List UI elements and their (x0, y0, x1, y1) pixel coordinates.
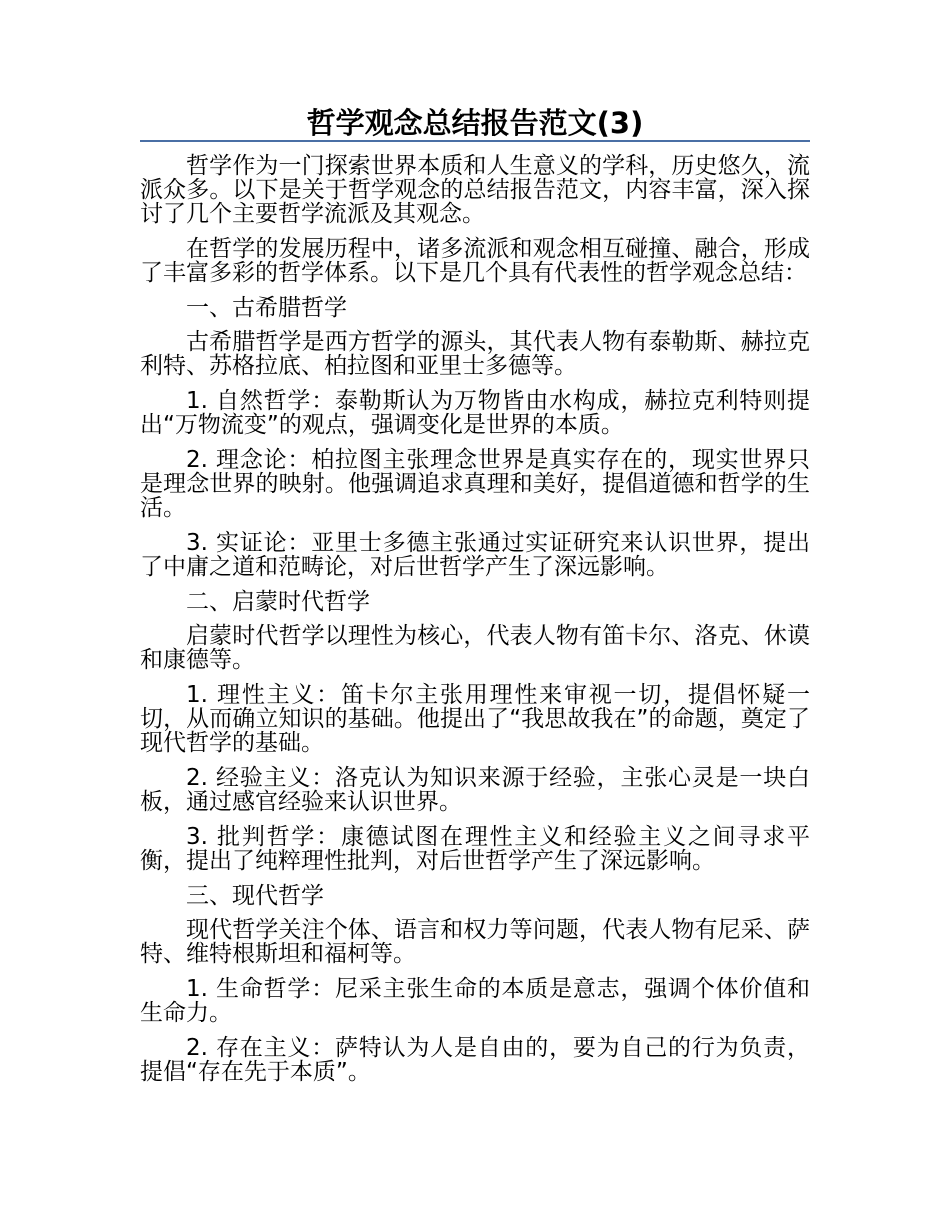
paragraph-critical-philosophy: 3. 批判哲学：康德试图在理性主义和经验主义之间寻求平衡，提出了纯粹理性批判，对后世哲学产生了深远影响。 (140, 824, 810, 874)
paragraph-ancient-greek-intro: 古希腊哲学是西方哲学的源头，其代表人物有泰勒斯、赫拉克利特、苏格拉底、柏拉图和亚里士多德等。 (140, 329, 810, 379)
paragraph-natural-philosophy: 1. 自然哲学：泰勒斯认为万物皆由水构成，赫拉克利特则提出“万物流变”的观点，强调变化是世界的本质。 (140, 388, 810, 438)
paragraph-existentialism: 2. 存在主义：萨特认为人是自由的，要为自己的行为负责，提倡“存在先于本质”。 (140, 1035, 810, 1085)
paragraph-enlightenment-intro: 启蒙时代哲学以理性为核心，代表人物有笛卡尔、洛克、休谟和康德等。 (140, 623, 810, 673)
paragraph-empiricism: 2. 经验主义：洛克认为知识来源于经验，主张心灵是一块白板，通过感官经验来认识世界。 (140, 765, 810, 815)
paragraph-theory-of-forms: 2. 理念论：柏拉图主张理念世界是真实存在的，现实世界只是理念世界的映射。他强调追求真理和美好，提倡道德和哲学的生活。 (140, 447, 810, 521)
title-underline (140, 140, 810, 142)
paragraph-empirical-study: 3. 实证论：亚里士多德主张通过实证研究来认识世界，提出了中庸之道和范畴论，对后世哲学产生了深远影响。 (140, 530, 810, 580)
section-heading-enlightenment: 二、启蒙时代哲学 (186, 589, 370, 615)
section-heading-ancient-greek: 一、古希腊哲学 (186, 295, 347, 321)
paragraph-modern-intro: 现代哲学关注个体、语言和权力等问题，代表人物有尼采、萨特、维特根斯坦和福柯等。 (140, 917, 810, 967)
document-title: 哲学观念总结报告范文(3) (306, 106, 644, 140)
document-body (140, 154, 810, 1095)
paragraph-intro: 哲学作为一门探索世界本质和人生意义的学科，历史悠久，流派众多。以下是关于哲学观念的总结报告范文，内容丰富，深入探讨了几个主要哲学流派及其观念。 (140, 153, 810, 227)
section-heading-modern: 三、现代哲学 (186, 883, 324, 909)
paragraph-overview: 在哲学的发展历程中，诸多流派和观念相互碰撞、融合，形成了丰富多彩的哲学体系。以下是几个具有代表性的哲学观念总结： (140, 236, 810, 286)
paragraph-life-philosophy: 1. 生命哲学：尼采主张生命的本质是意志，强调个体价值和生命力。 (140, 976, 810, 1026)
paragraph-rationalism: 1. 理性主义：笛卡尔主张用理性来审视一切，提倡怀疑一切，从而确立知识的基础。他提出了“我思故我在”的命题，奠定了现代哲学的基础。 (140, 682, 810, 756)
